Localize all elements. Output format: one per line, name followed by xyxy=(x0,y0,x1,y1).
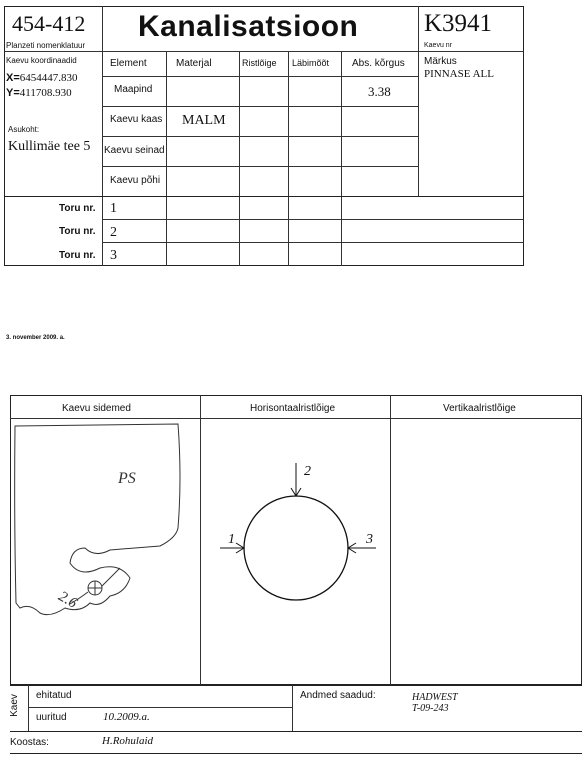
y-prefix: Y= xyxy=(6,87,20,99)
uuritud-label: uuritud xyxy=(36,712,67,723)
nomenclature: 454-412 xyxy=(12,11,86,36)
divider xyxy=(292,685,293,731)
ehitatud-label: ehitatud xyxy=(36,690,72,701)
ps-label: PS xyxy=(118,470,136,487)
pipe-mark: 1 xyxy=(228,532,235,547)
location-value: Kullimäe tee 5 xyxy=(8,139,91,154)
coords-label: Kaevu koordinaadid xyxy=(6,56,77,65)
pipe-number: 1 xyxy=(110,201,117,216)
row-materjal: MALM xyxy=(182,113,226,128)
divider xyxy=(28,685,29,731)
sketch-col-title: Horisontaalristlõige xyxy=(250,403,336,414)
row-line xyxy=(102,106,418,107)
well-id-label: Kaevu nr xyxy=(424,42,453,49)
row-korgus: 3.38 xyxy=(368,84,391,99)
row-line xyxy=(4,196,524,197)
row-line xyxy=(10,731,582,732)
remarks-label: Märkus xyxy=(424,56,457,67)
remarks-value: PINNASE ALL xyxy=(424,68,494,80)
location-label: Asukoht: xyxy=(8,125,40,134)
pipe-mark: 2 xyxy=(304,464,311,479)
col-header-korgus: Abs. kõrgus xyxy=(352,58,405,69)
well-id: K3941 xyxy=(424,10,493,37)
pipe-label: Toru nr. xyxy=(59,226,96,237)
row-line xyxy=(102,242,524,243)
sketch-col-title: Vertikaalristlõige xyxy=(443,403,516,414)
row-line xyxy=(28,707,292,708)
x-coordinate xyxy=(6,72,78,84)
pipe-label: Toru nr. xyxy=(59,203,96,214)
row-element: Kaevu seinad xyxy=(104,145,165,156)
pipe-number: 3 xyxy=(110,248,117,263)
uuritud-value: 10.2009.a. xyxy=(103,711,150,723)
x-prefix: X= xyxy=(6,72,20,84)
horizontal-section-drawing xyxy=(200,418,390,685)
row-line xyxy=(10,685,582,686)
andmed-label: Andmed saadud: xyxy=(300,690,376,701)
row-element: Maapind xyxy=(114,84,153,95)
col-header-ristloige: Ristlõige xyxy=(242,58,277,68)
koostas-value: H.Rohulaid xyxy=(102,735,154,747)
col-header-element: Element xyxy=(110,58,147,69)
nomenclature-label: Planzeti nomenklatuur xyxy=(6,41,86,50)
connections-sketch xyxy=(10,418,200,685)
row-line xyxy=(102,219,524,220)
kaev-label: Kaev xyxy=(8,694,20,717)
andmed-value: HADWEST xyxy=(412,692,458,703)
pipe-label: Toru nr. xyxy=(59,250,96,261)
row-element: Kaevu põhi xyxy=(110,175,161,186)
page-title: Kanalisatsioon xyxy=(138,10,359,43)
col-header-labimoot: Läbimõõt xyxy=(292,58,330,68)
divider xyxy=(102,6,103,52)
row-line xyxy=(10,753,582,754)
document-date: 3. november 2009. a. xyxy=(6,335,65,341)
dimension-label: 2.6 xyxy=(55,588,80,612)
pipe-mark: 3 xyxy=(366,532,373,547)
divider xyxy=(418,6,419,196)
y-coordinate xyxy=(6,87,72,99)
pipe-number: 2 xyxy=(110,225,117,240)
x-value: 6454447.830 xyxy=(19,72,78,84)
divider xyxy=(390,395,391,685)
col-header-materjal: Materjal xyxy=(176,58,212,69)
divider xyxy=(341,51,342,266)
divider xyxy=(288,51,289,266)
divider xyxy=(102,51,103,266)
row-line xyxy=(102,76,418,77)
row-element: Kaevu kaas xyxy=(110,114,163,125)
divider xyxy=(239,51,240,266)
andmed-value: T-09-243 xyxy=(412,703,449,714)
divider xyxy=(166,51,167,266)
sketch-col-title: Kaevu sidemed xyxy=(62,403,131,414)
row-line xyxy=(102,136,418,137)
header-divider xyxy=(4,51,524,52)
y-value: 411708.930 xyxy=(19,87,72,99)
koostas-label: Koostas: xyxy=(10,737,49,748)
row-line xyxy=(102,166,418,167)
